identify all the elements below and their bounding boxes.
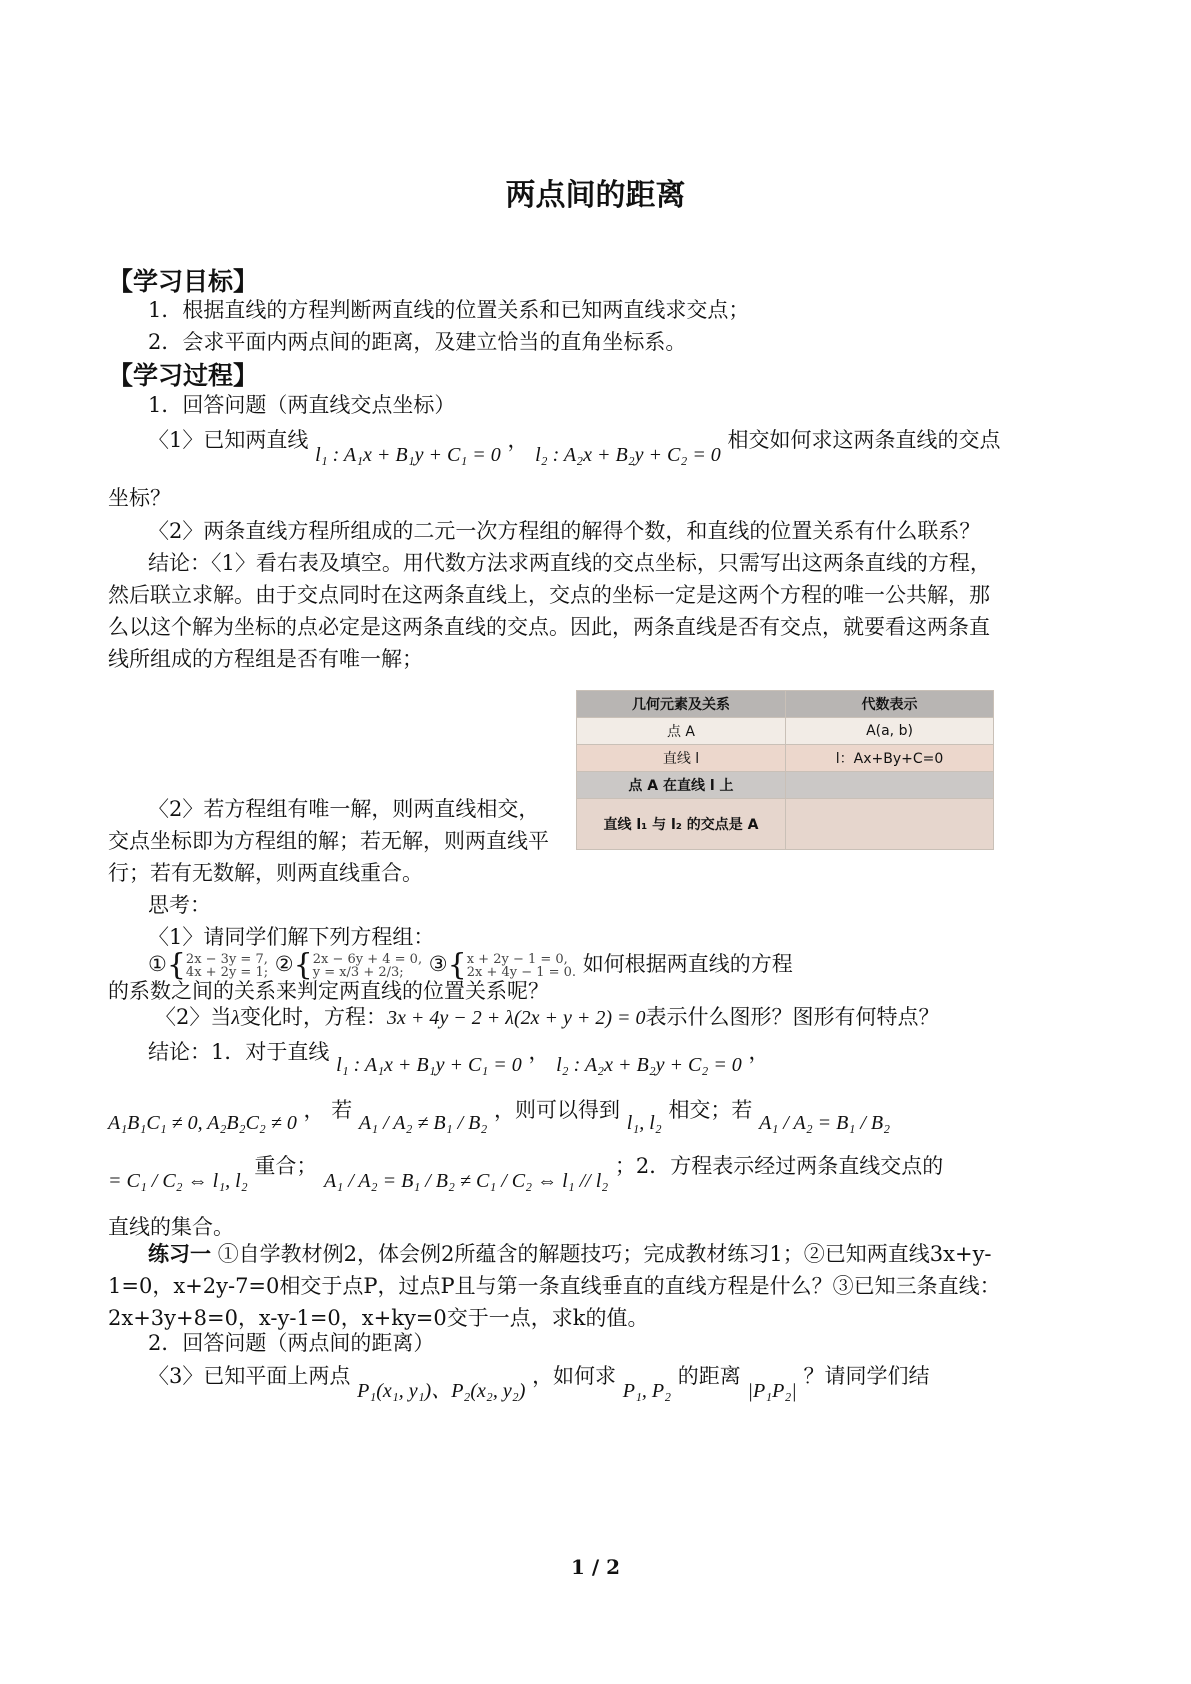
table-header-algebra: 代数表示 (786, 691, 994, 718)
table-cell (786, 772, 994, 799)
conclusion-1: 结论：〈1〉看右表及填空。用代数方法求两直线的交点坐标，只需写出这两条直线的方程，然后联立求解。由于交点同时在这两条直线上，交点的坐标一定是这两个方程的唯一公共解，那么以这个解为坐标的点必定是这两条直线的交点。因此，两条直线是否有交点，就要看这两条直线所组成的方程组是否有唯一解； (108, 551, 991, 671)
conclusion-prefix: 结论：1．对于直线 (148, 1040, 330, 1064)
table-header-geometry: 几何元素及关系 (577, 691, 786, 718)
goal-item-2: 2．会求平面内两点间的距离，及建立恰当的直角坐标系。 (148, 330, 687, 354)
p1-p2: P₁, P₂ (622, 1380, 672, 1402)
table-cell: 点 A 在直线 l 上 (577, 772, 786, 799)
table-cell: 点 A (577, 718, 786, 745)
question3-mid: ，如何求 (532, 1364, 617, 1388)
comma: ， (748, 1040, 770, 1064)
section-heading-process: 【学习过程】 (108, 361, 259, 390)
reference-table (576, 690, 994, 850)
line1-equation: l₁ : A₁x + B₁y + C₁ = 0 (315, 444, 501, 466)
table-cell: A(a, b) (786, 718, 994, 745)
line2-equation: l₂ : A₂x + B₂y + C₂ = 0 (535, 444, 721, 466)
question3-dist: 的距离 (677, 1364, 741, 1388)
think-2-prefix: 〈2〉当 (155, 1005, 232, 1029)
table-cell: 直线 l₁ 与 l₂ 的交点是 A (577, 799, 786, 850)
conclusion-row2 (108, 1094, 891, 1134)
exercise-text: ①自学教材例2，体会例2所蕴含的解题技巧；完成教材练习1；②已知两直线3x+y-1=0，x+2y-7=0相交于点P，过点P且与第一条直线垂直的直线方程是什么？③已知三条直线：2x+3y+8=0，x-y-1=0，x+ky=0交于一点，求k的值。 (108, 1242, 1001, 1330)
lines-l1-l2: l₁, l₂ (626, 1112, 662, 1134)
question1-title: 1．回答问题（两直线交点坐标） (148, 393, 456, 417)
conclusion-end: 直线的集合。 (108, 1215, 234, 1239)
conclusion-lines (148, 1036, 770, 1076)
conclusion-2: 〈2〉若方程组有唯一解，则两直线相交，交点坐标即为方程组的解；若无解，则两直线平行；若有无数解，则两直线重合。 (108, 797, 549, 885)
comma: ， (303, 1098, 325, 1122)
table-cell: 直线 l (577, 745, 786, 772)
think-heading: 思考： (148, 893, 211, 917)
comma: ， (528, 1040, 550, 1064)
equation-systems: ①{2x − 3y = 7, 4x + 2y = 1; ②{2x − 6y + 4 = 0, y = x/3 + 2/3; ③{x + 2y − 1 = 0, 2x + 4y − 1 = 0. 如何根据两直线的方程 (148, 947, 793, 983)
system-1-eq2: 4x + 2y = 1; (185, 964, 269, 980)
system-3-mark: ③ (428, 952, 448, 976)
system-3-eq2: 2x + 4y − 1 = 0. (466, 964, 577, 980)
question1-1-prefix: 〈1〉已知两直线 (148, 428, 309, 452)
exercise-label: 练习一 (148, 1241, 211, 1266)
word-ruo: 若 (331, 1098, 353, 1122)
lambda-symbol: λ (231, 1007, 241, 1029)
table-cell: l：Ax+By+C=0 (786, 745, 994, 772)
question1-2: 〈2〉两条直线方程所组成的二元一次方程组的解得个数，和直线的位置关系有什么联系？ (148, 519, 981, 543)
ratio-equal: A₁ / A₂ = B₁ / B₂ (759, 1112, 891, 1134)
think-2-suffix: 表示什么图形？图形有何特点？ (645, 1005, 940, 1029)
nonzero-condition: A₁B₁C₁ ≠ 0, A₂B₂C₂ ≠ 0 (108, 1112, 297, 1134)
table-cell (786, 799, 994, 850)
coincide-condition: = C₁ / C₂ ⇔ l₁, l₂ (108, 1170, 248, 1192)
exercise-1 (108, 1238, 1008, 1334)
system-2-mark: ② (274, 952, 294, 976)
page-title: 两点间的距离 (505, 178, 686, 213)
think-2 (155, 1001, 940, 1034)
think-2-mid: 变化时，方程： (240, 1005, 388, 1029)
lambda-equation: 3x + 4y − 2 + λ(2x + y + 2) = 0 (387, 1007, 646, 1029)
conclusion-line2: l₂ : A₂x + B₂y + C₂ = 0 (556, 1054, 742, 1076)
word-coincide: 重合； (254, 1154, 318, 1178)
system-3-eq1: x + 2y − 1 = 0, (466, 951, 568, 967)
reference-table-image (576, 690, 994, 836)
goal-item-1: 1．根据直线的方程判断两直线的位置关系和已知两直线求交点； (148, 298, 750, 322)
page-number: 1 / 2 (570, 1555, 621, 1579)
section-heading-goals: 【学习目标】 (108, 267, 259, 296)
word-then: ，则可以得到 (494, 1098, 621, 1122)
system-2-eq2: y = x/3 + 2/3; (312, 964, 404, 980)
system-1-mark: ① (148, 952, 167, 976)
conclusion-row3-suffix: ；2．方程表示经过两条直线交点的 (614, 1154, 944, 1178)
conclusion-line1: l₁ : A₁x + B₁y + C₁ = 0 (336, 1054, 522, 1076)
comma: ， (507, 428, 529, 452)
question1-1-suffix: 相交如何求这两条直线的交点 (727, 428, 1001, 452)
ratio-not-equal: A₁ / A₂ ≠ B₁ / B₂ (358, 1112, 488, 1134)
question1-1 (148, 424, 1001, 466)
question1-1-end: 坐标？ (108, 486, 171, 510)
parallel-condition: A₁ / A₂ = B₁ / B₂ ≠ C₁ / C₂ ⇔ l₁ // l₂ (324, 1170, 609, 1192)
question3-suffix: ？请同学们结 (803, 1364, 930, 1388)
think-1: 〈1〉请同学们解下列方程组： (148, 925, 435, 949)
distance-abs: |P₁P₂| (747, 1380, 797, 1402)
think-1-suffix: 如何根据两直线的方程 (582, 952, 793, 976)
question3 (148, 1360, 930, 1402)
question2-title: 2．回答问题（两点间的距离） (148, 1331, 435, 1355)
points-p1-p2: P₁(x₁, y₁)、P₂(x₂, y₂) (357, 1380, 526, 1402)
question3-prefix: 〈3〉已知平面上两点 (148, 1364, 351, 1388)
conclusion-row3 (108, 1150, 944, 1192)
think-1-end: 的系数之间的关系来判定两直线的位置关系呢？ (108, 979, 549, 1003)
system-1-eq1: 2x − 3y = 7, (185, 951, 268, 967)
word-intersect: 相交；若 (668, 1098, 753, 1122)
system-2-eq1: 2x − 6y + 4 = 0, (312, 951, 423, 967)
